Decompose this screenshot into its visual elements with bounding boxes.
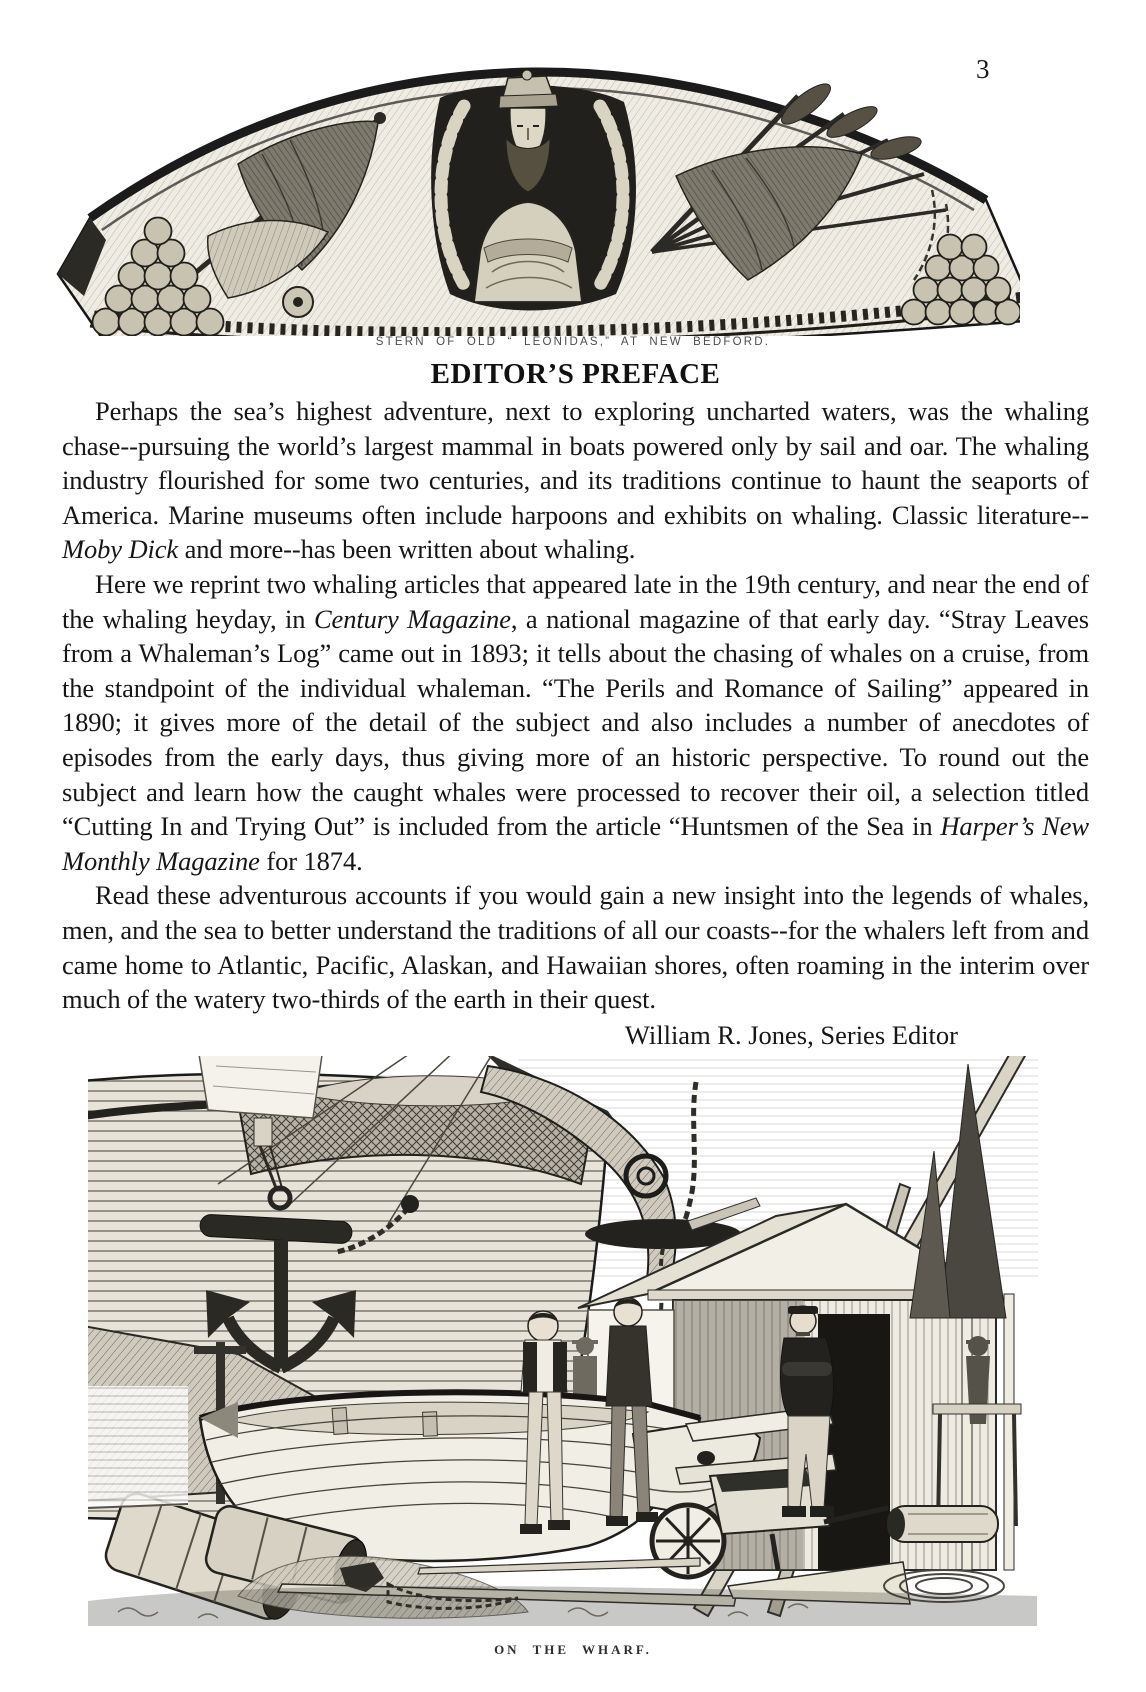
preface-paragraph-1: Perhaps the sea’s highest adventure, next to exploring uncharted waters, was the whaling chase--pursuing the world’s largest mammal in boats powered only by sail and oar. The whaling industry flourished for some two centuries, and its traditions continue to haunt the seaports of America. Marine museums often include harpoons and exhibits on whaling. Classic literature--Moby Dick and more--has been written about whaling.: [62, 396, 1089, 565]
page-number: 3: [976, 54, 990, 84]
wharf-engraving-svg: [88, 1056, 1038, 1626]
stern-engraving-svg: [40, 34, 1020, 336]
wharf-engraving: [88, 1056, 1038, 1626]
stern-engraving: [40, 34, 1020, 336]
preface-section: [62, 358, 1089, 1054]
preface-paragraph-2: Here we reprint two whaling articles that appeared late in the 19th century, and near the end of the whaling heyday, in Century Magazine, a national magazine of that early day. “Stray Leaves from a Whaleman’s Log” came out in 1893; it tells about the chasing of whales on a cruise, from the standpoint of the individual whaleman. “The Perils and Romance of Sailing” appeared in 1890; it gives more of the detail of the subject and also includes a number of anecdotes of episodes from the early days, thus giving more of an historic perspective. To round out the subject and learn how the caught whales were processed to recover their oil, a selection titled “Cutting In and Trying Out” is included from the article “Huntsmen of the Sea in Harper’s New Monthly Magazine for 1874.: [62, 568, 1089, 876]
water: [88, 1386, 188, 1506]
stern-engraving-caption: STERN OF OLD “ LEONIDAS,” AT NEW BEDFORD.: [375, 336, 771, 348]
roller-log: [887, 1506, 998, 1542]
preface-paragraph-3: Read these adventurous accounts if you would gain a new insight into the legends of whales, men, and the sea to better understand the traditions of all our coasts--for the whalers left from and came home to Atlantic, Pacific, Alaskan, and Hawaiian shores, often roaming in the interim over much of the watery two-thirds of the earth in their quest.: [62, 880, 1089, 1015]
white-sail: [198, 1056, 323, 1118]
preface-title: EDITOR’S PREFACE: [430, 358, 721, 390]
preface-byline: William R. Jones, Series Editor: [624, 1019, 958, 1050]
wharf-engraving-caption: ON THE WHARF.: [494, 1642, 652, 1657]
